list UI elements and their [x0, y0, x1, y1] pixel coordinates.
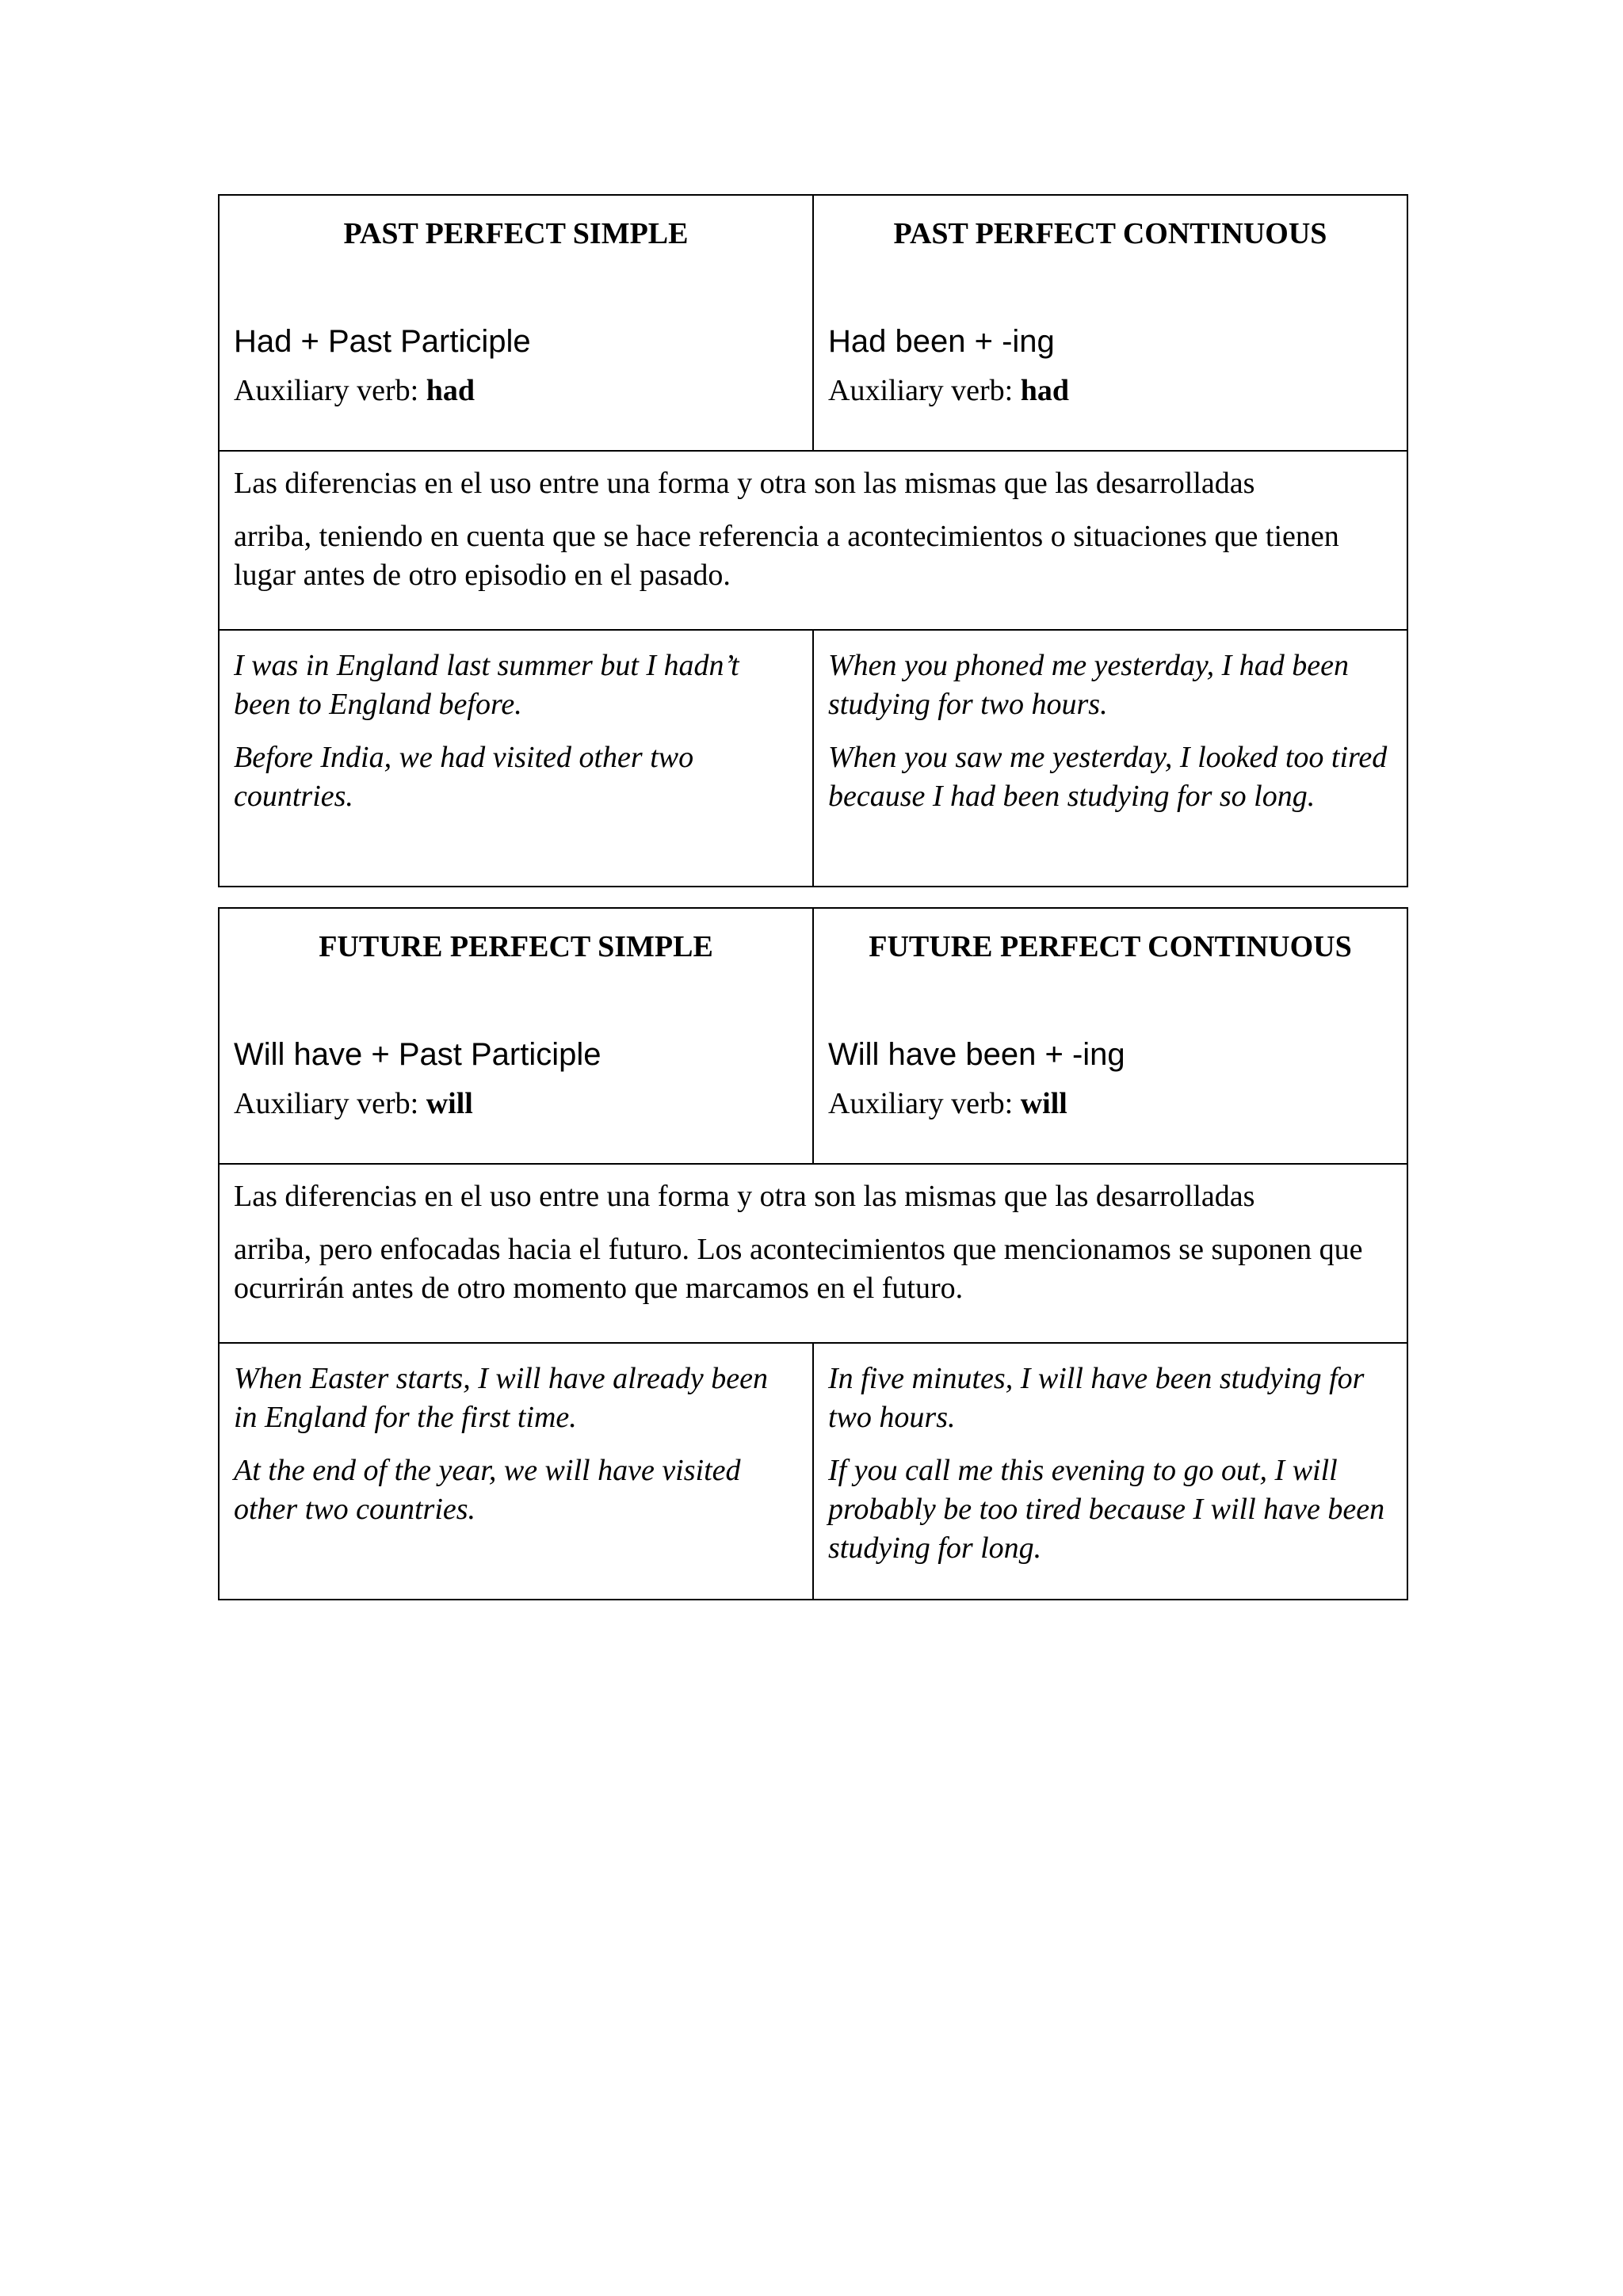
description-cell	[219, 1164, 1407, 1343]
example-sentence: When Easter starts, I will have already been in England for the first time.	[234, 1362, 769, 1434]
description-cell	[219, 451, 1407, 630]
auxiliary-verb	[828, 372, 1392, 410]
aux-value: will	[426, 1087, 473, 1120]
example-sentence: If you call me this evening to go out, I will probably be too tired because I will have been studying for long.	[828, 1454, 1385, 1565]
column-title: PAST PERFECT SIMPLE	[343, 217, 689, 250]
future-perfect-simple-header	[219, 908, 813, 1164]
formula: Had + Past Participle	[234, 324, 531, 359]
column-title: FUTURE PERFECT CONTINUOUS	[869, 930, 1352, 963]
table-header-row	[219, 908, 1407, 1164]
future-perfect-table	[218, 907, 1408, 1600]
formula: Had been + -ing	[828, 324, 1055, 359]
future-perfect-continuous-header	[813, 908, 1407, 1164]
formula: Will have been + -ing	[828, 1037, 1125, 1072]
examples-row	[219, 1343, 1407, 1600]
aux-value: had	[426, 374, 475, 407]
future-perfect-simple-examples	[219, 1343, 813, 1600]
example-sentence: When you saw me yesterday, I looked too tired because I had been studying for so long.	[828, 741, 1388, 813]
past-perfect-table	[218, 194, 1408, 887]
example-sentence: In five minutes, I will have been studying for two hours.	[828, 1362, 1365, 1434]
example-sentence: At the end of the year, we will have visited other two countries.	[234, 1454, 741, 1526]
description-row	[219, 1164, 1407, 1343]
future-perfect-continuous-examples	[813, 1343, 1407, 1600]
auxiliary-verb	[234, 1085, 798, 1123]
auxiliary-verb	[828, 1085, 1392, 1123]
example-sentence: I was in England last summer but I hadn’t been to England before.	[234, 649, 739, 721]
example-sentence: Before India, we had visited other two countries.	[234, 741, 694, 813]
description-line: Las diferencias en el uso entre una forma y otra son las mismas que las desarrolladas	[234, 1180, 1255, 1213]
description-text: arriba, teniendo en cuenta que se hace referencia a acontecimientos o situaciones que tienen lugar antes de otro episodio en el pasado.	[234, 520, 1339, 592]
aux-value: will	[1020, 1087, 1067, 1120]
past-perfect-simple-header	[219, 195, 813, 451]
aux-label: Auxiliary verb:	[828, 1087, 1021, 1120]
past-perfect-continuous-header	[813, 195, 1407, 451]
auxiliary-verb	[234, 372, 798, 410]
table-header-row	[219, 195, 1407, 451]
description-row	[219, 451, 1407, 630]
description-line: Las diferencias en el uso entre una forma y otra son las mismas que las desarrolladas	[234, 467, 1255, 500]
aux-label: Auxiliary verb:	[234, 1087, 426, 1120]
aux-label: Auxiliary verb:	[234, 374, 426, 407]
example-sentence: When you phoned me yesterday, I had been studying for two hours.	[828, 649, 1350, 721]
column-title: PAST PERFECT CONTINUOUS	[893, 217, 1327, 250]
formula: Will have + Past Participle	[234, 1037, 601, 1072]
aux-value: had	[1020, 374, 1069, 407]
description-text: arriba, pero enfocadas hacia el futuro. Los acontecimientos que mencionamos se suponen que ocurrirán antes de otro momento que marcamos en el futuro.	[234, 1233, 1363, 1305]
examples-row	[219, 630, 1407, 887]
past-perfect-simple-examples	[219, 630, 813, 887]
past-perfect-continuous-examples	[813, 630, 1407, 887]
column-title: FUTURE PERFECT SIMPLE	[319, 930, 713, 963]
aux-label: Auxiliary verb:	[828, 374, 1021, 407]
